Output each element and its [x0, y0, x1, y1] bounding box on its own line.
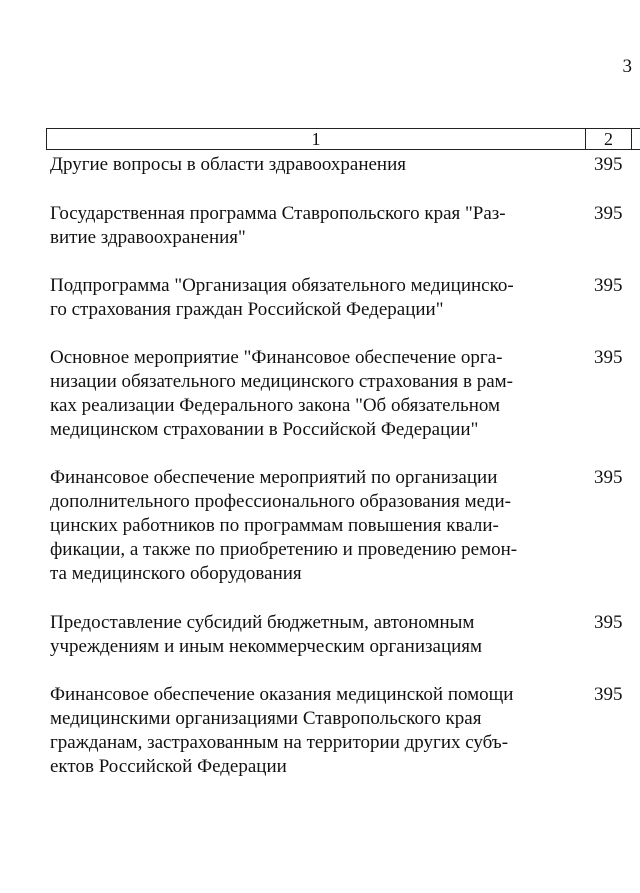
row-code: 395 [594, 203, 623, 224]
row-code: 395 [594, 154, 623, 175]
row-description: Предоставление субсидий бюджетным, автономным учреждениям и иным некоммерческим организациям [50, 612, 483, 657]
row-description: Подпрограмма "Организация обязательного медицинско- го страхования граждан Российской Федерации" [50, 275, 514, 320]
row-description: Основное мероприятие "Финансовое обеспечение орга- низации обязательного медицинского страхования в рам- ках реализации Федерального закона "Об обязательном медицинском страховании в Российской Федерации" [50, 347, 514, 440]
page-number: 3 [622, 56, 632, 77]
row-code: 395 [594, 275, 623, 296]
row-code: 395 [594, 612, 623, 633]
row-description: Финансовое обеспечение мероприятий по организации дополнительного профессионального образования меди- цинских работников по программам повышения квали- фикации, а также по приобретению и проведению ремон- та медицинского оборудования [50, 467, 518, 584]
row-description: Другие вопросы в области здравоохранения [50, 154, 407, 175]
header-column-1: 1 [47, 129, 586, 149]
header-column-2: 2 [586, 129, 632, 149]
row-description: Государственная программа Ставропольского края "Раз- витие здравоохранения" [50, 203, 506, 248]
row-code: 395 [594, 467, 623, 488]
row-code: 395 [594, 347, 623, 368]
row-code: 395 [594, 684, 623, 705]
row-description: Финансовое обеспечение оказания медицинской помощи медицинскими организациями Ставропольского края гражданам, застрахованным на территории других субъ- ектов Российской Федерации [50, 684, 514, 777]
table-header [46, 128, 640, 150]
